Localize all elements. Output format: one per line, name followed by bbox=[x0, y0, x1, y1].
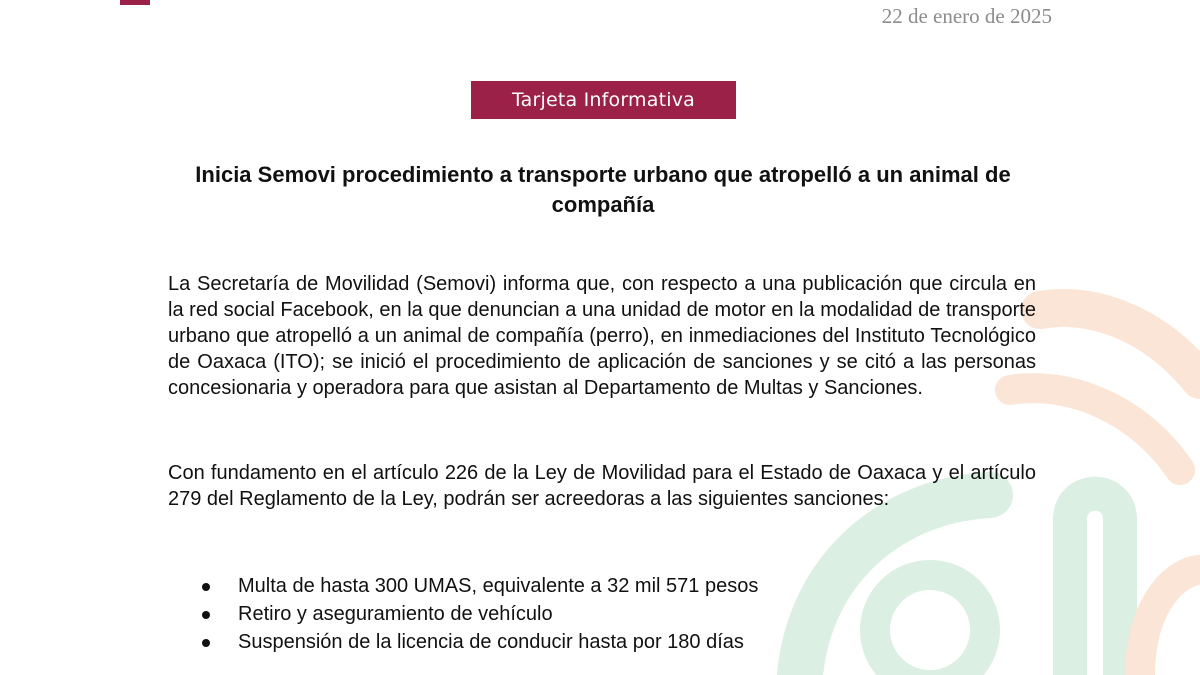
bullet-icon bbox=[202, 639, 210, 647]
list-item bbox=[168, 600, 1036, 628]
bullet-icon bbox=[202, 611, 210, 619]
document-type-badge: Tarjeta Informativa bbox=[471, 81, 736, 119]
sanctions-list bbox=[168, 572, 1036, 656]
list-item bbox=[168, 628, 1036, 656]
headline: Inicia Semovi procedimiento a transporte urbano que atropelló a un animal de compañía bbox=[195, 162, 1011, 217]
body-paragraph-2: Con fundamento en el artículo 226 de la Ley de Movilidad para el Estado de Oaxaca y el artículo 279 del Reglamento de la Ley, podrán ser acreedoras a las siguientes sanciones: bbox=[168, 462, 1036, 510]
list-item bbox=[168, 572, 1036, 600]
document-date: 22 de enero de 2025 bbox=[881, 4, 1052, 28]
brand-mark-fragment bbox=[120, 0, 150, 5]
sanction-text: Multa de hasta 300 UMAS, equivalente a 32 mil 571 pesos bbox=[238, 575, 759, 597]
body-paragraph-1: La Secretaría de Movilidad (Semovi) informa que, con respecto a una publicación que circula en la red social Facebook, en la que denuncian a una unidad de motor en la modalidad de transporte urbano que atropelló a un animal de compañía (perro), en inmediaciones del Instituto Tecnológico de Oaxaca (ITO); se inició el procedimiento de aplicación de sanciones y se citó a las personas concesionaria y operadora para que asistan al Departamento de Multas y Sanciones. bbox=[168, 273, 1036, 399]
sanction-text: Suspensión de la licencia de conducir hasta por 180 días bbox=[238, 631, 744, 653]
sanction-text: Retiro y aseguramiento de vehículo bbox=[238, 603, 553, 625]
bullet-icon bbox=[202, 583, 210, 591]
